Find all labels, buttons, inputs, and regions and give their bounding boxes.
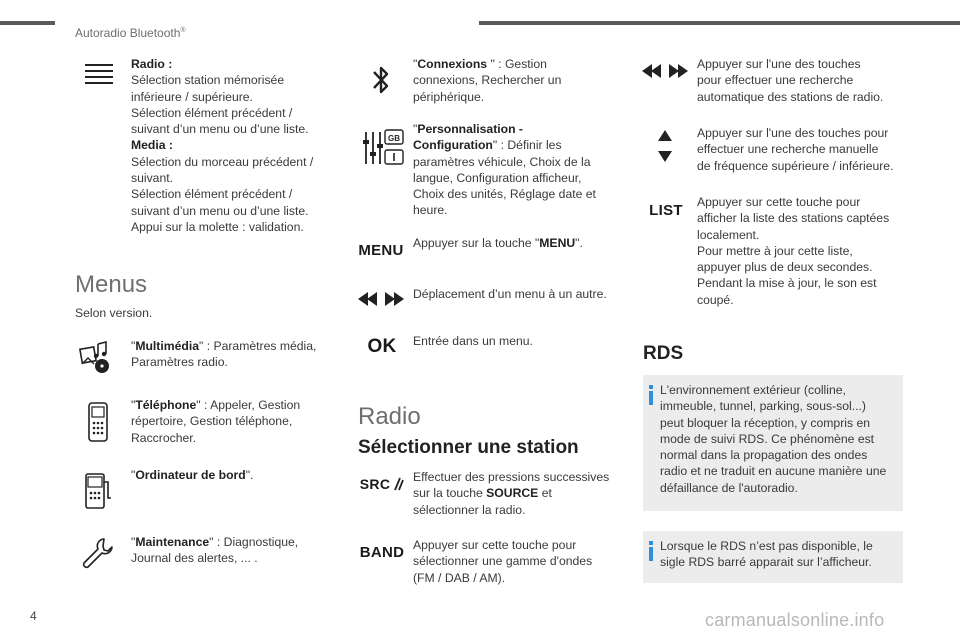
rds-note-text: L'environnement extérieur (colline, immeuble, tunnel, parking, sous-sol...) peut bloquer la réception, y compris en mode de suivi RDS. Ce phénomène est normal dans la propagation des ondes radio et ne traduit en aucune manière une défaillance de l'autoradio. [660,383,887,495]
media-label: Media : [131,138,173,153]
radio-heading: Radio [358,403,421,430]
arrows-desc: Déplacement d’un menu à un autre. [413,287,607,301]
menu-desc: Appuyer sur la touche "MENU". [413,236,583,250]
menu-button-icon: MENU [358,241,404,259]
list-lines-icon [82,60,116,90]
list-button-icon: LIST [649,201,683,219]
list-desc: Appuyer sur cette touche pour afficher la liste des stations captées localement. Pour mettre à jour cette liste, appuyer plus de deux secondes. Pendant la mise à jour, le son est coupé. [697,195,890,307]
trip-computer-desc: "Ordinateur de bord". [131,468,254,482]
page-number: 4 [30,609,37,623]
rds-info-note [643,375,903,511]
wrench-icon [80,536,114,572]
phone-icon [86,402,110,442]
trip-computer-icon [82,472,114,510]
info-icon [649,541,653,561]
updown-desc: Appuyer sur l'une des touches pour effectuer une recherche manuelle de fréquence supérieure / inférieure. [697,126,894,173]
left-right-arrows-icon [358,290,404,308]
band-button-icon: BAND [359,543,405,561]
connexions-desc: "Connexions " : Gestion connexions, Rechercher un périphérique. [413,57,562,104]
page-header: Autoradio Bluetooth® [75,26,186,40]
telephone-desc: "Téléphone" : Appeler, Gestion répertoire, Gestion téléphone, Raccrocher. [131,398,301,445]
watermark: carmanualsonline.info [705,610,885,630]
maintenance-desc: "Maintenance" : Diagnostique, Journal des alertes, ... . [131,535,299,566]
select-station-heading: Sélectionner une station [358,437,579,458]
band-desc: Appuyer sur cette touche pour sélectionner une gamme d'ondes (FM / DAB / AM). [413,538,593,585]
seek-arrows-icon [642,62,688,80]
rds-unavailable-text: Lorsque le RDS n’est pas disponible, le sigle RDS barré apparait sur l’afficheur. [660,539,873,570]
up-down-arrows-icon [655,128,675,164]
header-bar-left [0,21,55,25]
radio-label: Radio : [131,57,173,71]
seek-desc: Appuyer sur l'une des touches pour effectuer une recherche automatique des stations de radio. [697,57,884,104]
multimedia-icon [78,340,114,374]
ok-desc: Entrée dans un menu. [413,334,533,348]
ok-button-icon: OK [367,336,397,357]
src-button-icon: SRC [358,474,406,494]
settings-sliders-icon [362,128,406,168]
src-desc: Effectuer des pressions successives sur la touche SOURCE et sélectionner la radio. [413,470,610,517]
bluetooth-icon [368,62,394,98]
menus-heading: Menus [75,271,148,298]
personnalisation-desc: "Personnalisation - Configuration" : Définir les paramètres véhicule, Choix de la langue, Configuration afficheur, Choix des unités, Réglage date et heure. [413,122,596,218]
svg-text:GB: GB [388,134,400,143]
radio-media-desc: Radio : Sélection station mémorisée inférieure / supérieure. Sélection élément précédent / suivant d’un menu ou d’une liste. Media : Sélection du morceau précédent / suivant. Sélection élément précédent / suivant d’un menu ou d’une liste. Appui sur la molette : validation. [131,57,314,234]
version-note: Selon version. [75,306,153,320]
rds-unavailable-note [643,531,903,583]
info-icon [649,385,653,405]
header-bar-right [479,21,960,25]
rds-heading: RDS [643,343,684,364]
multimedia-desc: "Multimédia" : Paramètres média, Paramètres radio. [131,339,317,370]
